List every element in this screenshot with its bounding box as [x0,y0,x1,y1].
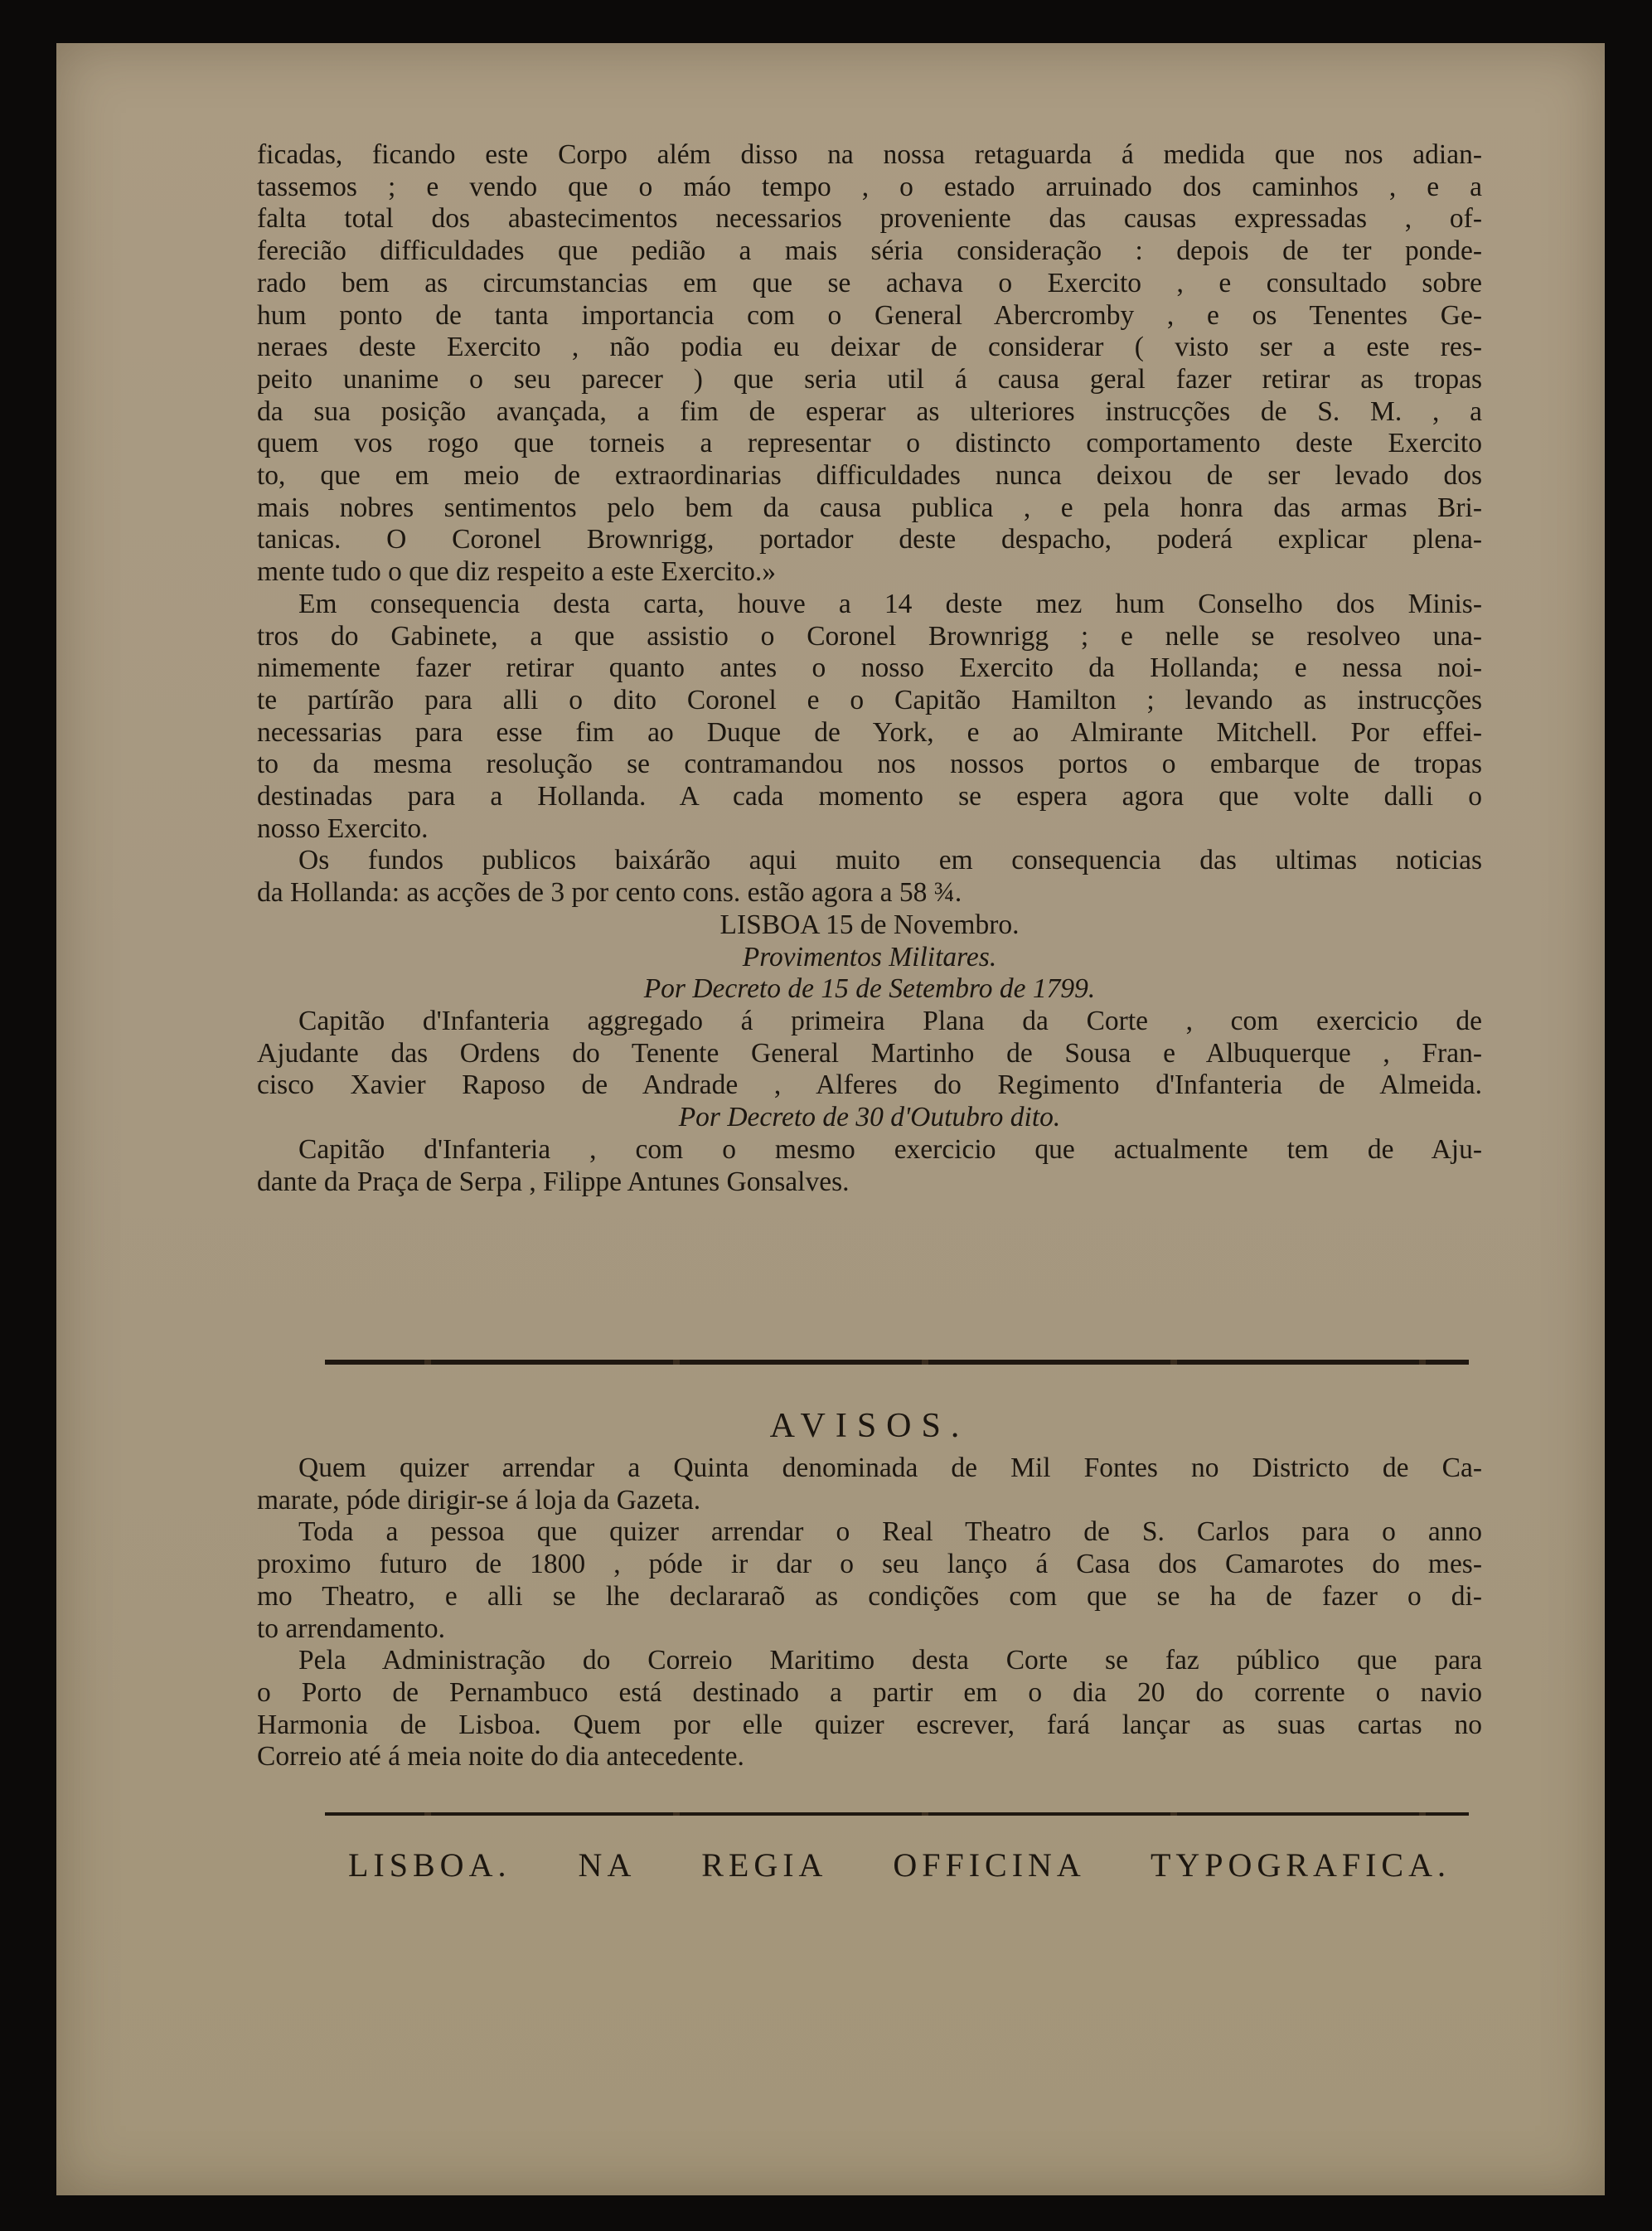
text-line: ficadas, ficando este Corpo além disso na nossa retaguarda á medida que nos adian- [257,139,1482,170]
section-divider [325,1360,1469,1365]
text-line: ferecião difficuldades que pedião a mais séria consideração : depois de ter ponde- [257,235,1482,267]
text-line: Quem quizer arrendar a Quinta denominada de Mil Fontes no Districto de Ca- [298,1453,1482,1483]
text-line: to, que em meio de extraordinarias difficuldades nunca deixou de ser levado dos [257,460,1482,492]
text-line: Toda a pessoa que quizer arrendar o Real Theatro de S. Carlos para o anno [298,1516,1482,1548]
text-line: Harmonia de Lisboa. Quem por elle quizer escrever, fará lançar as suas cartas no [257,1709,1482,1740]
avisos-body [257,1453,1482,1773]
avisos-heading: AVISOS. [769,1407,970,1445]
text-line: proximo futuro de 1800 , póde ir dar o seu lanço á Casa dos Camarotes do mes- [257,1549,1482,1580]
text-line: Ajudante das Ordens do Tenente General Martinho de Sousa e Albuquerque , Fran- [257,1037,1482,1069]
article-body [257,139,1482,1198]
text-line: to arrendamento. [257,1613,445,1644]
text-line: Capitão d'Infanteria aggregado á primeira Plana da Corte , com exercicio de [298,1005,1482,1036]
dateline: LISBOA 15 de Novembro. [719,909,1020,940]
text-line: te partírão para alli o dito Coronel e o Capitão Hamilton ; levando as instrucções [257,684,1482,715]
text-line: to da mesma resolução se contramandou nos nossos portos o embarque de tropas [257,749,1482,780]
text-line: dante da Praça de Serpa , Filippe Antunes Gonsalves. [257,1166,850,1197]
text-line: da sua posição avançada, a fim de esperar as ulteriores instrucções de S. M. , a [257,395,1482,427]
text-line: tassemos ; e vendo que o máo tempo , o estado arruinado dos caminhos , e a [257,171,1482,202]
text-line: quem vos rogo que torneis a representar o distincto comportamento deste Exercito [257,428,1482,459]
text-line: cisco Xavier Raposo de Andrade , Alferes do Regimento d'Infanteria de Almeida. [257,1069,1482,1101]
imprint: LISBOA. NA REGIA OFFICINA TYPOGRAFICA. [348,1846,1451,1884]
text-line: falta total dos abastecimentos necessarios proveniente das causas expressadas , of- [257,203,1482,235]
text-line: tros do Gabinete, a que assistio o Coronel Brownrigg ; e nelle se resolveo una- [257,620,1482,652]
text-line: neraes deste Exercito , não podia eu deixar de considerar ( visto ser a este res- [257,332,1482,363]
text-line: necessarias para esse fim ao Duque de York, e ao Almirante Mitchell. Por effei- [257,716,1482,748]
footer-divider [325,1812,1469,1816]
text-line: nimemente fazer retirar quanto antes o nosso Exercito da Hollanda; e nessa noi- [257,652,1482,684]
text-line: Em consequencia desta carta, houve a 14 deste mez hum Conselho dos Minis- [298,588,1482,619]
text-line: rado bem as circumstancias em que se achava o Exercito , e consultado sobre [257,267,1482,298]
section-title: Provimentos Militares. [742,941,997,972]
text-line: Correio até á meia noite do dia antecedente. [257,1741,744,1773]
text-line: destinadas para a Hollanda. A cada momento se espera agora que volte dalli o [257,781,1482,812]
text-line: mente tudo o que diz respeito a este Exercito.» [257,556,777,588]
text-line: Capitão d'Infanteria , com o mesmo exercicio que actualmente tem de Aju- [298,1133,1482,1165]
text-line: Os fundos publicos baixárão aqui muito em consequencia das ultimas noticias [298,845,1482,876]
text-line: mais nobres sentimentos pelo bem da causa publica , e pela honra das armas Bri- [257,492,1482,523]
text-line: Pela Administração do Correio Maritimo desta Corte se faz público que para [298,1645,1482,1676]
text-line: da Hollanda: as acções de 3 por cento cons. estão agora a 58 ¾. [257,877,962,909]
text-line: mo Theatro, e alli se lhe declararaõ as condições com que se ha de fazer o di- [257,1580,1482,1612]
text-line: hum ponto de tanta importancia com o General Abercromby , e os Tenentes Ge- [257,299,1482,331]
decree-heading: Por Decreto de 30 d'Outubro dito. [678,1102,1061,1133]
text-line: o Porto de Pernambuco está destinado a partir em o dia 20 do corrente o navio [257,1676,1482,1708]
text-line: marate, póde dirigir-se á loja da Gazeta. [257,1484,701,1516]
text-line: peito unanime o seu parecer ) que seria util á causa geral fazer retirar as tropas [257,363,1482,395]
text-line: nosso Exercito. [257,812,429,844]
decree-heading: Por Decreto de 15 de Setembro de 1799. [643,973,1096,1005]
text-line: tanicas. O Coronel Brownrigg, portador deste despacho, poderá explicar plena- [257,524,1482,555]
